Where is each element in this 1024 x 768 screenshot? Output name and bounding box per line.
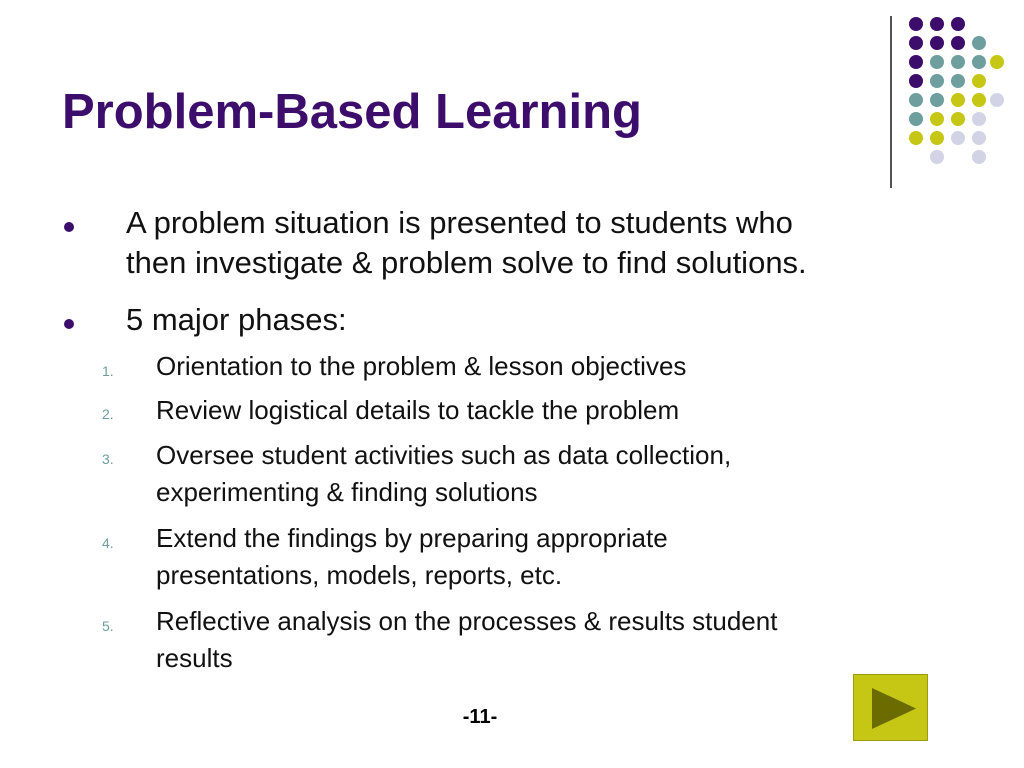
phase-number: 5. (102, 618, 114, 634)
phase-number: 3. (102, 451, 114, 467)
bullet-dot (64, 222, 74, 232)
phase-number: 4. (102, 535, 114, 551)
next-slide-button[interactable] (853, 674, 928, 741)
bullet-line: A problem situation is presented to students who (126, 205, 793, 240)
phase-line: Oversee student activities such as data collection, (156, 440, 732, 470)
slide-title: Problem-Based Learning (62, 85, 642, 139)
bullet-dot (64, 319, 74, 329)
bullet-line: 5 major phases: (126, 302, 347, 337)
phase-line: Review logistical details to tackle the problem (156, 395, 680, 425)
phase-item (156, 520, 916, 594)
phase-line: Orientation to the problem & lesson objectives (156, 351, 687, 381)
phase-number: 2. (102, 406, 114, 422)
phase-line: results (156, 643, 233, 673)
phase-line: presentations, models, reports, etc. (156, 560, 563, 590)
bullet-item (126, 300, 956, 340)
bullet-line: then investigate & problem solve to find solutions. (126, 245, 807, 280)
page-number: -11- (462, 706, 498, 728)
play-triangle-icon (854, 675, 929, 742)
phase-item (156, 392, 916, 429)
phase-item (156, 348, 916, 385)
phase-item (156, 437, 916, 511)
phase-number: 1. (102, 363, 114, 379)
phase-line: Extend the findings by preparing appropriate (156, 523, 668, 553)
phase-line: experimenting & finding solutions (156, 477, 538, 507)
phase-item (156, 603, 916, 677)
bullet-item (126, 203, 956, 283)
phase-line: Reflective analysis on the processes & results student (156, 606, 778, 636)
